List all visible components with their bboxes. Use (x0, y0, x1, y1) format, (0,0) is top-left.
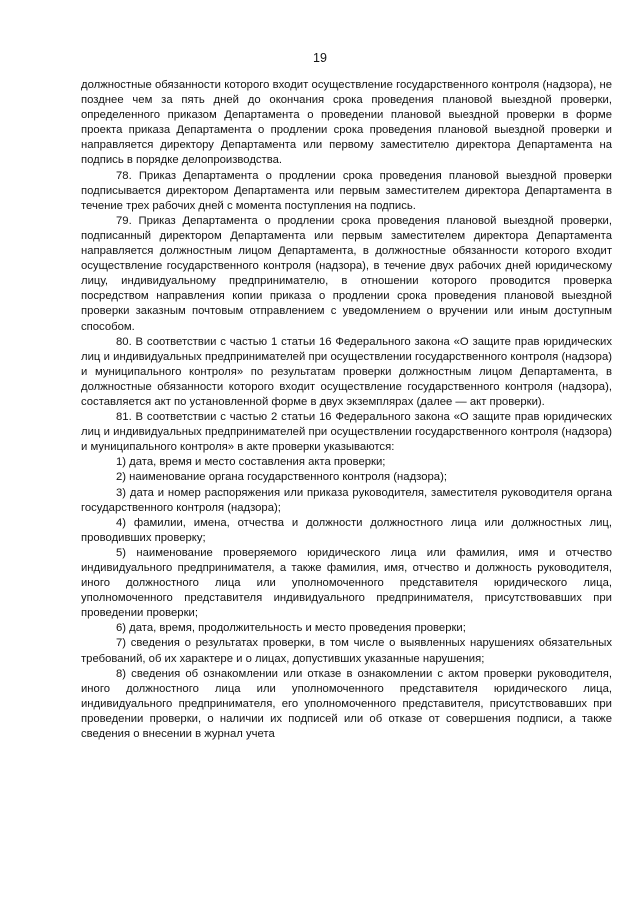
document-body (81, 78, 612, 742)
list-item-5: 5) наименование проверяемого юридического лица или фамилия, имя и отчество индивидуального предпринимателя, а также фамилия, имя, отчество и должность руководителя, иного должностного лица или уполномоченного представителя юридического лица, уполномоченного представителя индивидуального предпринимателя, присутствовавших при проведении проверки; (81, 546, 612, 620)
list-item-1: 1) дата, время и место составления акта проверки; (116, 456, 386, 469)
list-item-2: 2) наименование органа государственного контроля (надзора); (116, 471, 447, 484)
list-item-4: 4) фамилии, имена, отчества и должности должностного лица или должностных лиц, проводивших проверку; (81, 516, 612, 544)
list-item-3: 3) дата и номер распоряжения или приказа руководителя, заместителя руководителя органа государственного контроля (надзора); (81, 486, 612, 514)
list-item-7: 7) сведения о результатах проверки, в том числе о выявленных нарушениях обязательных требований, об их характере и о лицах, допустивших указанные нарушения; (81, 637, 612, 665)
paragraph-81: 81. В соответствии с частью 2 статьи 16 Федерального закона «О защите прав юридических лиц и индивидуальных предпринимателей при осуществлении государственного контроля (надзора) и муниципального контроля» в акте проверки указываются: (81, 411, 612, 454)
paragraph-78: 78. Приказ Департамента о продлении срока проведения плановой выездной проверки подписывается директором Департамента или первым заместителем директора Департамента в течение трех рабочих дней с момента поступления на подпись. (81, 169, 612, 212)
list-item-8: 8) сведения об ознакомлении или отказе в ознакомлении с актом проверки руководителя, иного должностного лица или уполномоченного представителя юридического лица, индивидуального предпринимателя, его уполномоченного представителя, присутствовавших при проведении проверки, о наличии их подписей или об отказе от совершения подписи, а также сведения о внесении в журнал учета (81, 667, 612, 741)
paragraph-80: 80. В соответствии с частью 1 статьи 16 Федерального закона «О защите прав юридических лиц и индивидуальных предпринимателей при осуществлении государственного контроля (надзора) и муниципального контроля» по результатам проверки должностным лицом Департамента, в должностные обязанности которого входит осуществление государственного контроля (надзора), составляется акт по установленной форме в двух экземплярах (далее — акт проверки). (81, 335, 612, 408)
page-number: 19 (313, 51, 327, 65)
paragraph-continuation: должностные обязанности которого входит осуществление государственного контроля (надзора), не позднее чем за пять дней до окончания срока проведения плановой выездной проверки, определенного приказом Департамента о проведении плановой выездной проверки в форме проекта приказа Департамента о продлении срока проведения плановой выездной проверки и направляется директору Департамента или первому заместителю директора Департамента на подпись в порядке делопроизводства. (81, 79, 612, 167)
paragraph-79: 79. Приказ Департамента о продлении срока проведения плановой выездной проверки, подписанный директором Департамента или первым заместителем директора Департамента направляется должностным лицом Департамента, в должностные обязанности которого входит осуществление государственного контроля (надзора), в течение двух рабочих дней юридическому лицу, индивидуальному предпринимателю, в отношении которого проводится проверка посредством направления копии приказа о продлении срока проведения плановой выездной проверки заказным почтовым отправлением с уведомлением о вручении или иным доступным способом. (81, 214, 612, 333)
list-item-6: 6) дата, время, продолжительность и место проведения проверки; (116, 622, 466, 635)
